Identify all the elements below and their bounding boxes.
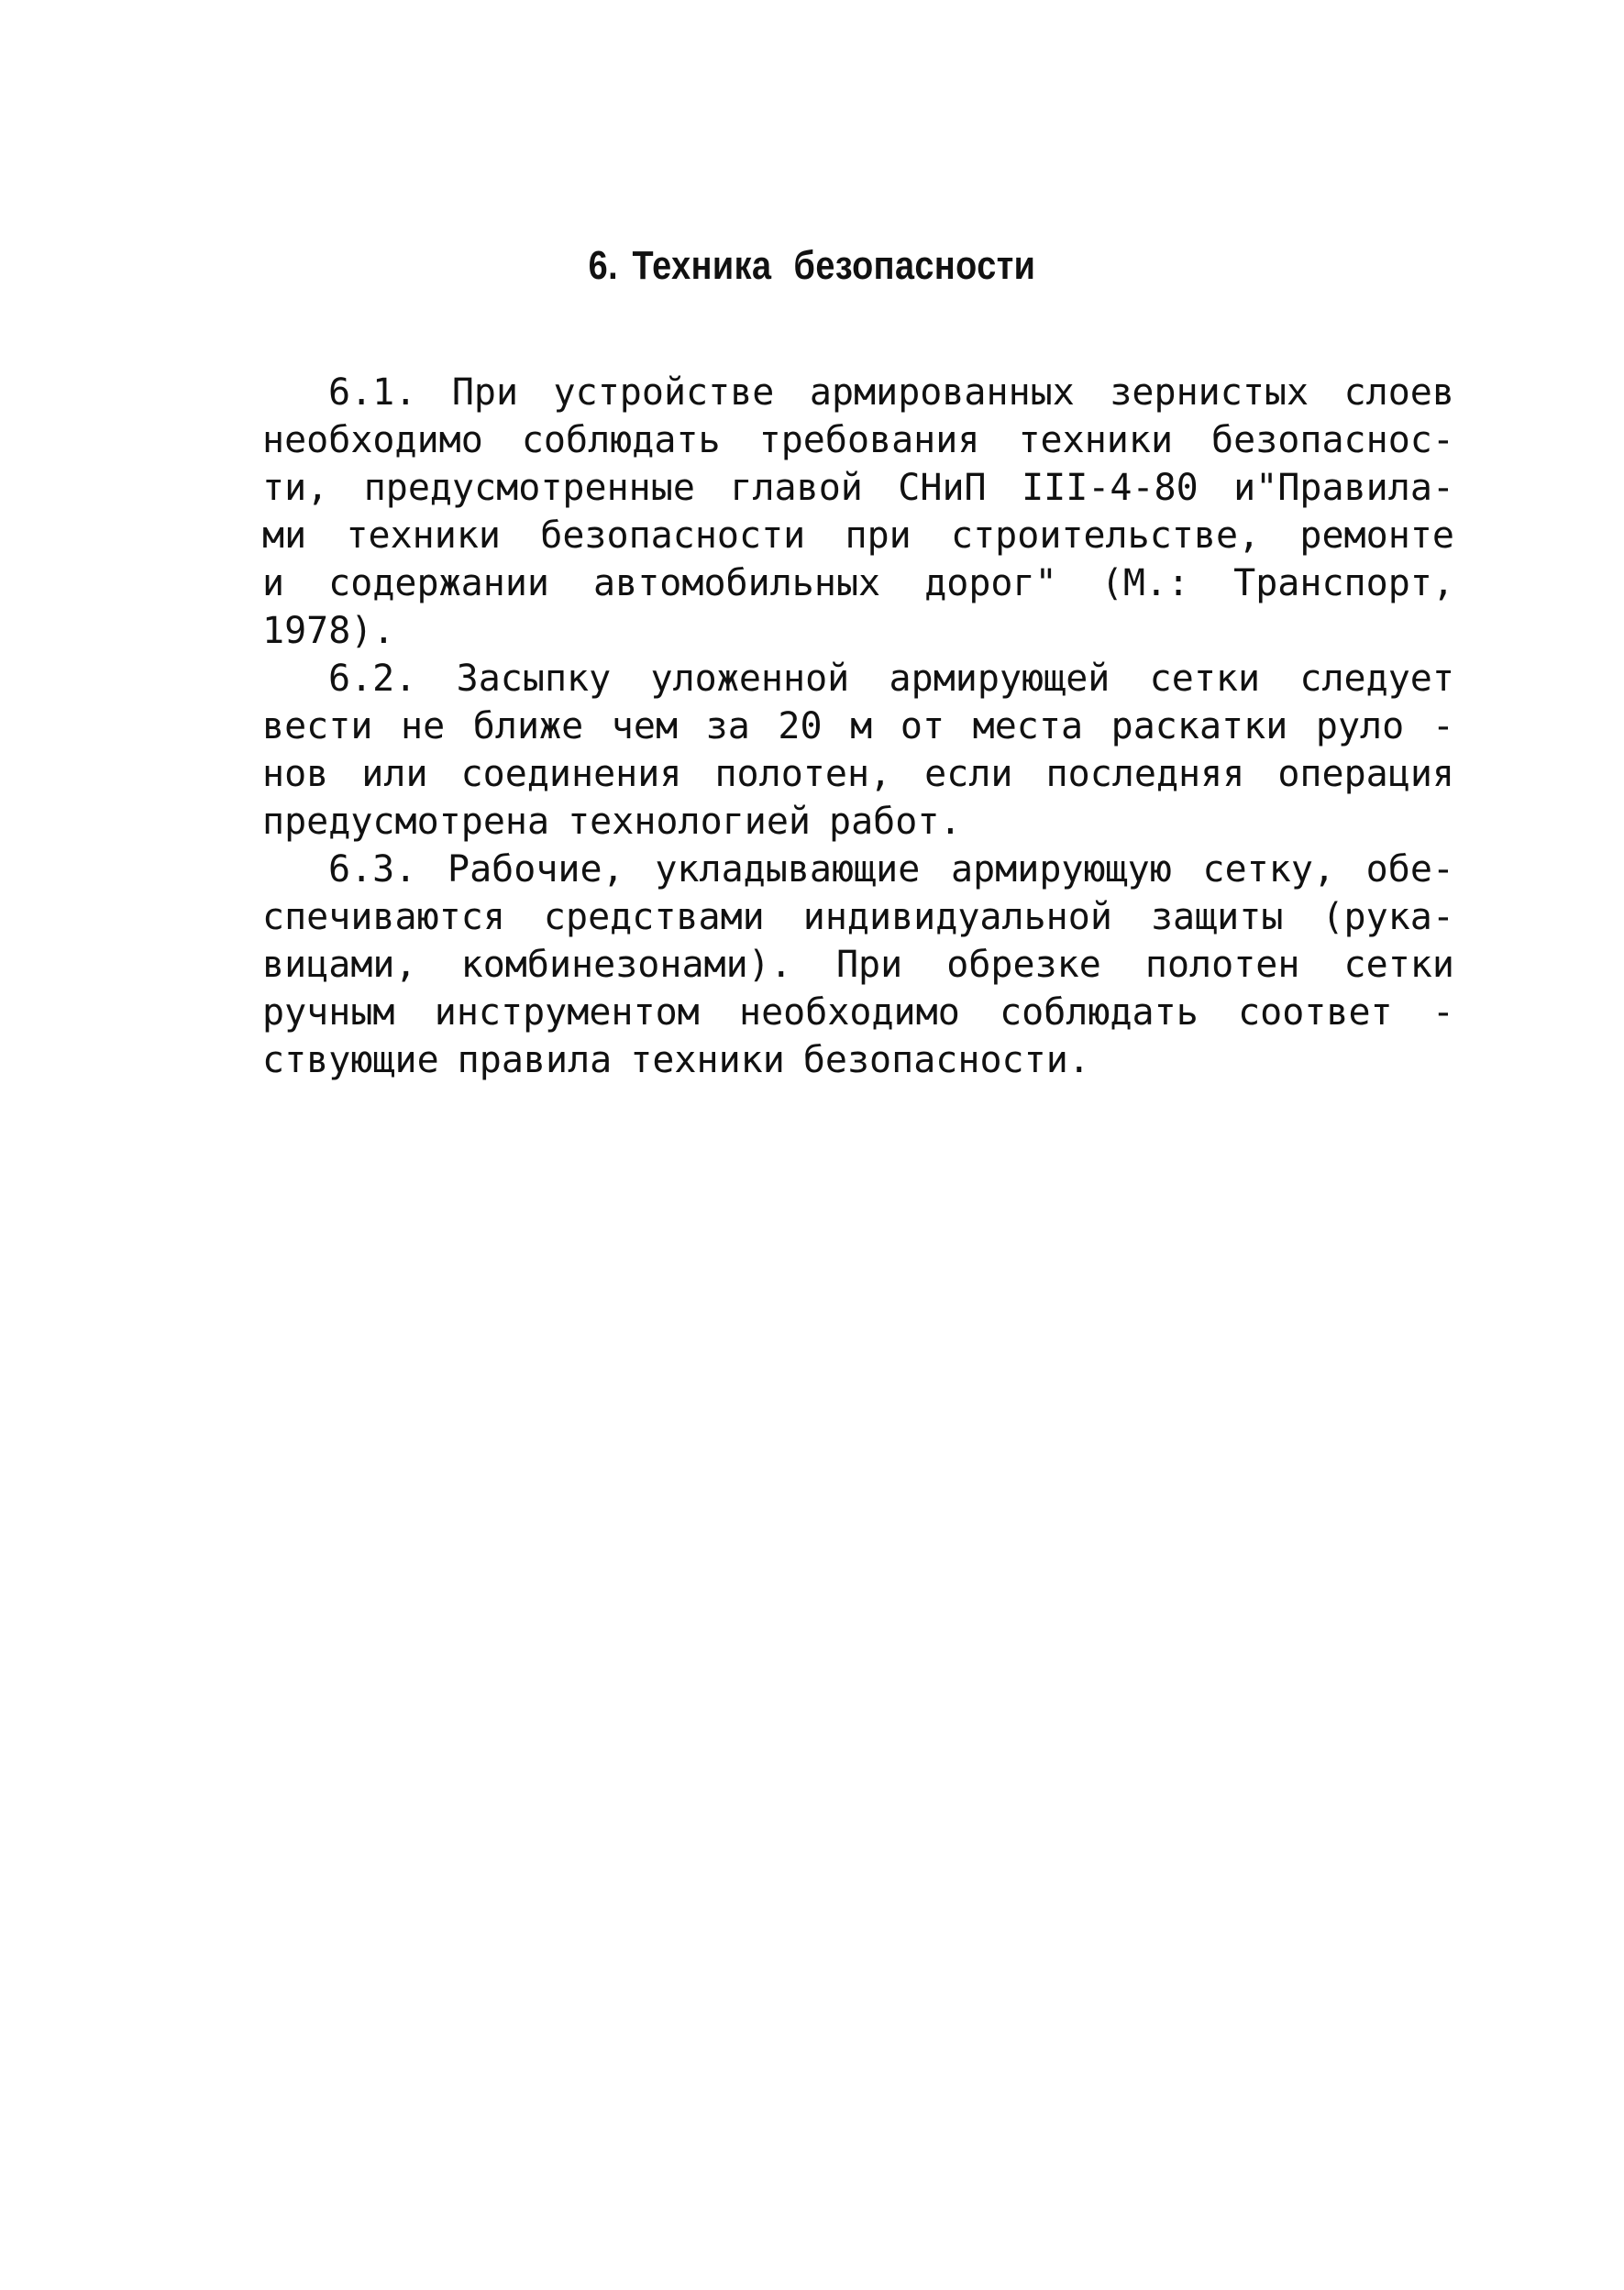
word: 6.1.	[328, 371, 417, 414]
word: Засыпку	[456, 658, 612, 700]
word: работ.	[828, 801, 962, 843]
text-line	[262, 989, 1454, 1036]
word: слоев	[1343, 371, 1454, 414]
word: обе-	[1365, 848, 1454, 891]
word: соблюдать	[1000, 991, 1199, 1034]
word: предусмотренные	[363, 467, 695, 509]
word: необходимо	[262, 419, 483, 461]
word: безопасности	[540, 514, 806, 557]
text-line	[262, 416, 1454, 464]
word: соблюдать	[521, 419, 721, 461]
text-line	[262, 1036, 1454, 1084]
word: армированных	[809, 371, 1075, 414]
word: техники	[630, 1039, 785, 1081]
text-line	[262, 464, 1454, 512]
word: (рука-	[1321, 896, 1454, 938]
word: последняя	[1045, 753, 1245, 795]
word: при	[845, 514, 911, 557]
word: безопаснос-	[1211, 419, 1454, 461]
word: руло	[1315, 705, 1405, 747]
word: комбинезонами).	[460, 944, 792, 986]
word: если	[924, 753, 1013, 795]
text-line	[262, 893, 1454, 941]
word: III-4-80	[1022, 467, 1199, 509]
word: безопасности.	[802, 1039, 1090, 1081]
text-line	[262, 750, 1454, 798]
word: Транспорт,	[1233, 562, 1454, 604]
word: сетки	[1149, 658, 1261, 700]
text-line	[328, 655, 1454, 702]
text-line	[262, 702, 1454, 750]
word: операция	[1277, 753, 1454, 795]
word: защиты	[1150, 896, 1284, 938]
word: СНиП	[898, 467, 987, 509]
word: или	[361, 753, 428, 795]
text-line	[262, 512, 1454, 559]
word: ствующие	[262, 1039, 439, 1081]
word: вицами,	[262, 944, 417, 986]
word: автомобильных	[593, 562, 881, 604]
word: необходимо	[738, 991, 960, 1034]
text-line	[328, 369, 1454, 416]
word: главой	[730, 467, 863, 509]
word: предусмотрена	[262, 801, 550, 843]
word: технологией	[568, 801, 811, 843]
word: обрезке	[946, 944, 1101, 986]
word: правила	[457, 1039, 613, 1081]
section-number: 6.	[588, 243, 619, 288]
word: сетку,	[1202, 848, 1335, 891]
text-line	[328, 846, 1454, 893]
word: средствами	[543, 896, 765, 938]
section-heading	[114, 240, 1510, 292]
section-title-word-1: Техника	[632, 243, 772, 288]
word: раскатки	[1110, 705, 1288, 747]
word: ремонте	[1299, 514, 1454, 557]
word: 20	[778, 705, 823, 747]
word: устройстве	[553, 371, 775, 414]
word: не	[401, 705, 446, 747]
word: (М.:	[1100, 562, 1190, 604]
word: за	[705, 705, 750, 747]
word: полотен,	[714, 753, 892, 795]
word: армирующую	[950, 848, 1172, 891]
word: Рабочие,	[447, 848, 624, 891]
word: вести	[262, 705, 373, 747]
word: м	[850, 705, 873, 747]
word: следует	[1299, 658, 1454, 700]
word: индивидуальной	[802, 896, 1112, 938]
word: техники	[346, 514, 501, 557]
text-line	[262, 559, 1454, 607]
word: дорог"	[924, 562, 1057, 604]
word: полотен	[1144, 944, 1300, 986]
word: 1978).	[262, 610, 395, 652]
word: содержании	[328, 562, 549, 604]
word: При	[835, 944, 903, 986]
word: от	[900, 705, 945, 747]
word: инструментом	[434, 991, 700, 1034]
text-line	[262, 798, 1454, 846]
word: строительстве,	[950, 514, 1261, 557]
word: 6.3.	[328, 848, 417, 891]
word: укладывающие	[655, 848, 921, 891]
word: и"Правила-	[1233, 467, 1454, 509]
word: зернистых	[1110, 371, 1309, 414]
word: соответ	[1238, 991, 1393, 1034]
word: соединения	[460, 753, 682, 795]
word: армирующей	[889, 658, 1110, 700]
word: чем	[611, 705, 679, 747]
section-title-word-2: безопасности	[793, 243, 1036, 288]
word: ручным	[262, 991, 395, 1034]
text-line	[262, 607, 1454, 655]
word: ближе	[472, 705, 584, 747]
word: и	[262, 562, 285, 604]
word: требования	[758, 419, 980, 461]
word: нов	[262, 753, 329, 795]
word: ти,	[262, 467, 329, 509]
word: спечиваются	[262, 896, 505, 938]
word: -	[1431, 705, 1454, 747]
word: техники	[1018, 419, 1174, 461]
word: При	[451, 371, 519, 414]
word: сетки	[1343, 944, 1454, 986]
word: места	[972, 705, 1084, 747]
word: уложенной	[650, 658, 850, 700]
word: ми	[262, 514, 307, 557]
text-line	[262, 941, 1454, 989]
word: -	[1431, 991, 1454, 1034]
word: 6.2.	[328, 658, 417, 700]
